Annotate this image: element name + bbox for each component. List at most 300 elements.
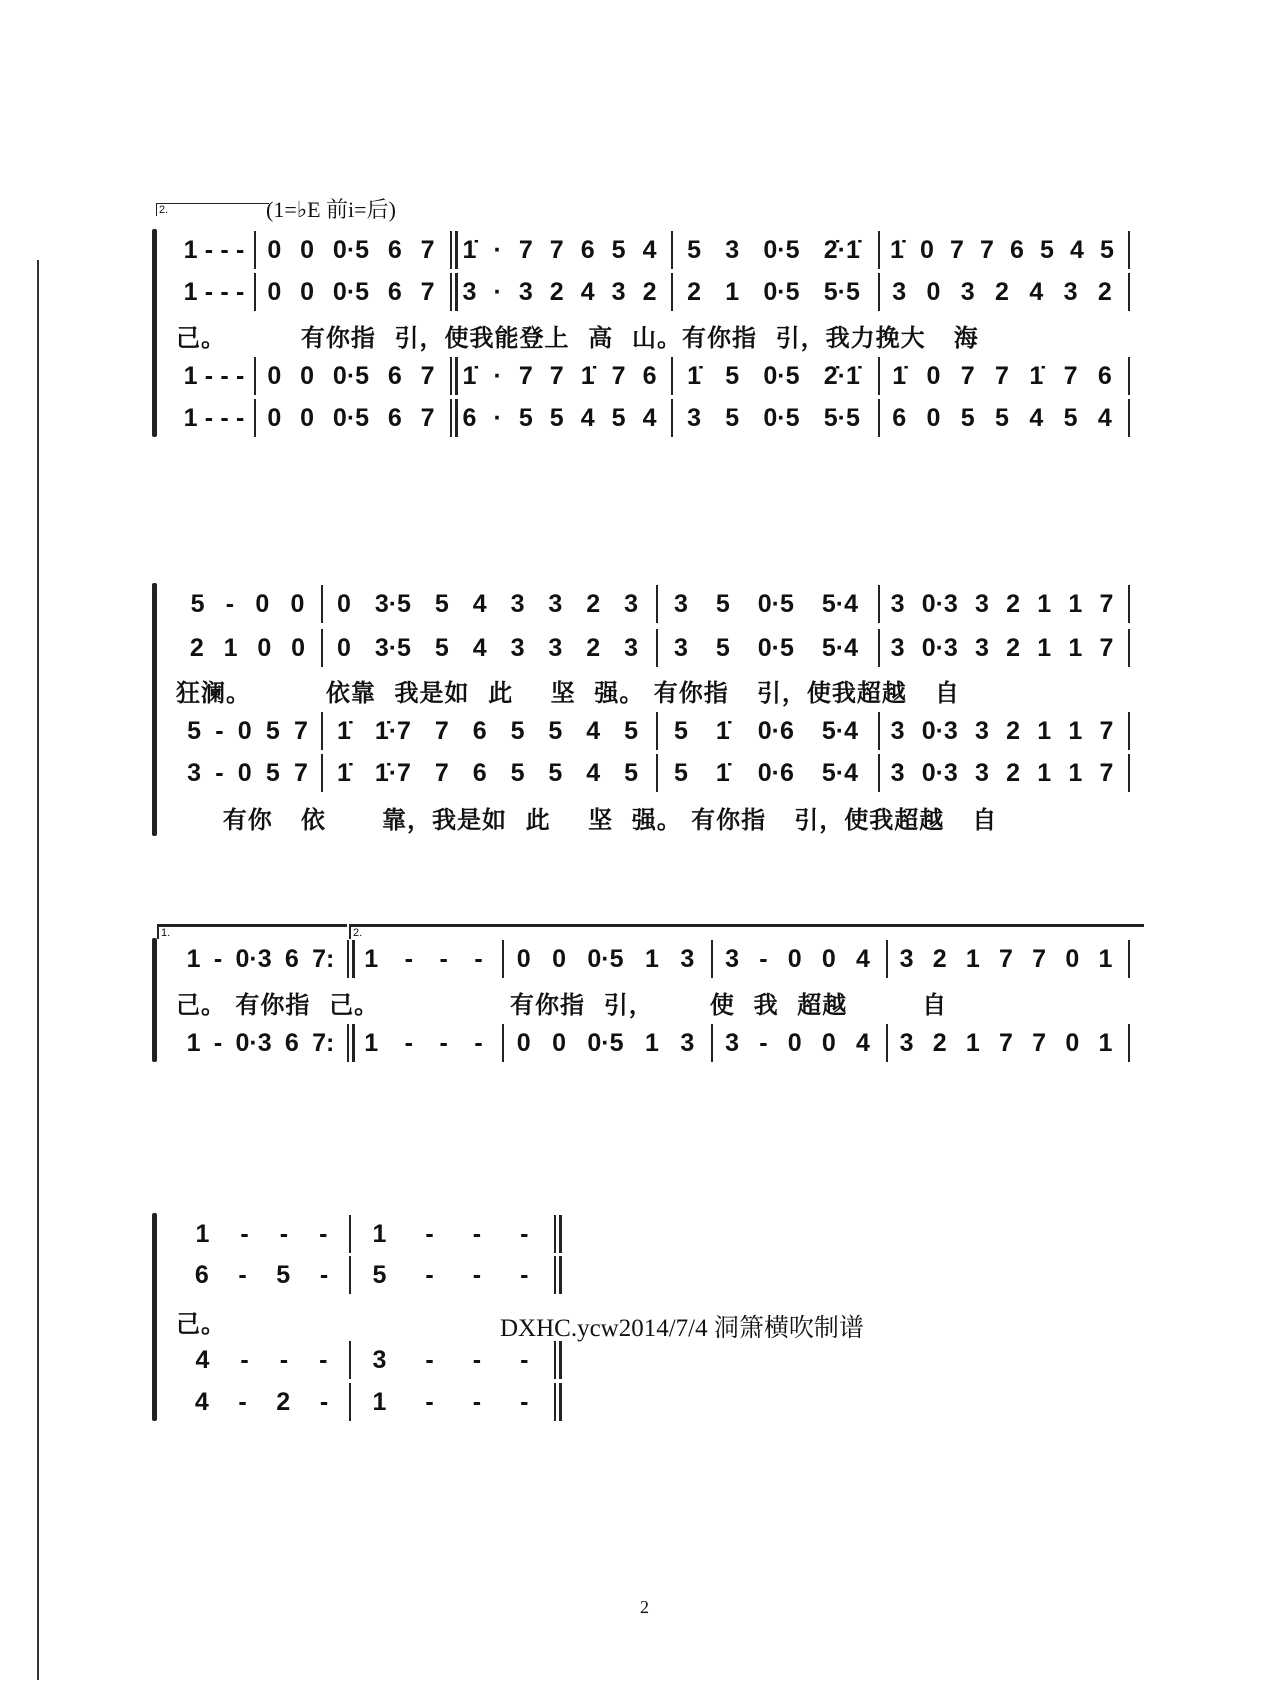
note: 0·5 (763, 403, 800, 432)
measure (325, 587, 650, 621)
note: 6 (387, 277, 402, 306)
note: 0 (300, 361, 315, 390)
note: - (759, 944, 768, 973)
system-bracket (152, 938, 157, 1062)
note: 1 (183, 403, 198, 432)
note: 0 (336, 589, 351, 618)
measure (180, 587, 315, 621)
barline (321, 629, 323, 667)
barline (878, 273, 880, 311)
note: 1 (965, 1028, 980, 1057)
note: 5 (673, 716, 688, 745)
note: 2 (189, 633, 204, 662)
note: 1̇ (336, 716, 351, 745)
note: 5 (276, 1260, 291, 1289)
note: 2 (1006, 589, 1021, 618)
note: 6 (892, 403, 907, 432)
note: 6 (472, 716, 487, 745)
note: 0 (926, 361, 941, 390)
note: 0 (926, 403, 941, 432)
barline (878, 629, 880, 667)
barline (656, 712, 658, 750)
note: 7 (960, 361, 975, 390)
note: 2 (1006, 758, 1021, 787)
note: 0·6 (757, 758, 794, 787)
note: 0 (267, 277, 282, 306)
note: 7 (1099, 633, 1114, 662)
measure (180, 756, 315, 790)
measure (180, 359, 248, 393)
lyric-line: 己。 有你指 己。 有你指 引， 使 我 超越 自 (176, 990, 948, 1019)
note: 7 (518, 361, 533, 390)
note: 4 (855, 1028, 870, 1057)
note: 1 (1037, 589, 1052, 618)
note: 7 (999, 1028, 1013, 1057)
note: 1 (364, 1028, 379, 1057)
note: 5 (510, 758, 525, 787)
note: - (215, 758, 224, 787)
note: 0·3 (921, 758, 958, 787)
note: 5 (624, 716, 639, 745)
note: 7 (999, 944, 1013, 973)
note: 0 (920, 235, 934, 264)
note: 3 (611, 277, 626, 306)
note: 0·3 (235, 1028, 272, 1057)
measure (180, 1343, 343, 1377)
note: 0·5 (763, 361, 800, 390)
note: 5 (549, 403, 564, 432)
note: 1̇ (892, 361, 907, 390)
note: 0 (257, 633, 272, 662)
note: 1 (644, 1028, 659, 1057)
note: 0·5 (587, 944, 624, 973)
note: 6 (387, 361, 402, 390)
measure (454, 359, 665, 393)
note: 4 (195, 1345, 210, 1374)
note: 7 (549, 235, 564, 264)
note: 2 (586, 633, 601, 662)
barline (1128, 629, 1130, 667)
note: 5 (1063, 403, 1078, 432)
note: 1 (1098, 1028, 1113, 1057)
note: 7 (1099, 758, 1114, 787)
barline (1128, 399, 1130, 437)
note: 1̇ (580, 361, 595, 390)
note: 5 (624, 758, 639, 787)
note: 1 (183, 235, 198, 264)
note: - (225, 589, 235, 618)
note: 4 (194, 1387, 209, 1416)
barline (886, 940, 888, 978)
note: 4 (642, 403, 657, 432)
note: 5 (687, 235, 702, 264)
note: 1̇·7 (374, 758, 411, 787)
note: 1 (725, 277, 740, 306)
note: 0 (267, 235, 282, 264)
note: 3 (673, 633, 688, 662)
note: 0 (821, 944, 836, 973)
note: - (520, 1345, 529, 1374)
note: 6 (194, 1260, 209, 1289)
note: 1 (364, 944, 379, 973)
note: 7 (980, 235, 994, 264)
note: 5·4 (821, 589, 858, 618)
note: 0 (255, 589, 270, 618)
note: - (238, 1387, 247, 1416)
note: 6 (472, 758, 487, 787)
note: 4 (1070, 235, 1084, 264)
note: 0 (1065, 1028, 1080, 1057)
note: 5 (187, 716, 201, 745)
note: - (425, 1387, 434, 1416)
system-bracket (152, 229, 157, 437)
note: 3 (1063, 277, 1078, 306)
barline (711, 1024, 713, 1062)
barline (502, 940, 504, 978)
measure (882, 275, 1122, 309)
note: - (240, 1219, 249, 1248)
barline (878, 712, 880, 750)
measure (180, 275, 248, 309)
note: 1 (965, 944, 980, 973)
note: 1 (372, 1219, 387, 1248)
measure (353, 1217, 548, 1251)
note: 3 (687, 403, 702, 432)
note: 0 (291, 633, 306, 662)
note: 1̇ (1029, 361, 1044, 390)
note: 1̇ (715, 758, 730, 787)
barline (1128, 754, 1130, 792)
barline (671, 273, 673, 311)
note: - (404, 1028, 413, 1057)
note: 6 (1097, 361, 1112, 390)
note: 5 (510, 716, 525, 745)
measure (675, 401, 872, 435)
note: 7 (420, 277, 435, 306)
note: - (235, 277, 245, 306)
note: - (235, 361, 245, 390)
note: 2 (642, 277, 657, 306)
measure (675, 359, 872, 393)
barline (1128, 273, 1130, 311)
barline (711, 940, 713, 978)
volta-label: 2. (159, 204, 169, 216)
note: 3 (372, 1345, 387, 1374)
note: 1 (372, 1387, 387, 1416)
measure (882, 631, 1122, 665)
measure (258, 359, 444, 393)
note: 4 (586, 716, 601, 745)
barline (1128, 585, 1130, 623)
note: 0·6 (757, 716, 794, 745)
note: - (240, 1345, 249, 1374)
note: 5 (434, 589, 449, 618)
note: - (319, 1219, 328, 1248)
note: 3 (624, 633, 639, 662)
note: 3 (725, 944, 739, 973)
note: 3 (680, 944, 695, 973)
note: 2 (687, 277, 702, 306)
note: 3 (890, 716, 905, 745)
measure (258, 275, 444, 309)
note: 0 (552, 1028, 566, 1057)
measure (454, 275, 665, 309)
note: 1 (186, 944, 201, 973)
note: 1 (183, 277, 198, 306)
note: 5 (190, 589, 205, 618)
note: 7 (293, 758, 308, 787)
note: - (204, 235, 214, 264)
measure (660, 756, 872, 790)
double-barline (554, 1341, 562, 1379)
barline (321, 754, 323, 792)
note: 3 (673, 589, 688, 618)
measure (660, 714, 872, 748)
note: 2 (1006, 716, 1021, 745)
measure (882, 401, 1122, 435)
note: 3 (892, 277, 907, 306)
note: 5 (995, 403, 1009, 432)
note: 6 (387, 235, 402, 264)
note: 3·5 (374, 589, 411, 618)
note: 3 (680, 1028, 695, 1057)
note: 4 (586, 758, 601, 787)
note: 7: (312, 1028, 335, 1057)
measure (882, 359, 1122, 393)
note: 3 (725, 1028, 739, 1057)
note: 2 (586, 589, 601, 618)
note: 2̇·1̇ (823, 235, 860, 264)
note: 0 (300, 277, 315, 306)
note: 3 (548, 633, 563, 662)
measure (506, 1026, 705, 1060)
note: 6 (387, 403, 402, 432)
note: - (439, 1028, 448, 1057)
measure (890, 1026, 1122, 1060)
note: 2 (995, 277, 1009, 306)
note: - (474, 944, 483, 973)
note: 0 (787, 944, 802, 973)
note: 7 (1063, 361, 1078, 390)
note: 1 (183, 361, 198, 390)
note: 6 (284, 944, 299, 973)
lyric-line: 狂澜。 依靠 我是如 此 坚 强。 有你指 引，使我超越 自 (176, 678, 960, 707)
note: 0 (267, 403, 282, 432)
note: 5 (725, 403, 740, 432)
barline (254, 357, 256, 395)
note: 4 (580, 277, 595, 306)
note: 7: (312, 944, 335, 973)
note: 0 (336, 633, 351, 662)
note: 2 (1006, 633, 1021, 662)
note: 7 (293, 716, 308, 745)
note: - (279, 1219, 289, 1248)
measure (180, 1385, 343, 1419)
note: 3 (890, 589, 905, 618)
measure (675, 233, 872, 267)
note: 5 (1040, 235, 1054, 264)
measure (325, 631, 650, 665)
note: 5 (518, 403, 533, 432)
note: 2 (549, 277, 564, 306)
note: 7 (1099, 589, 1114, 618)
measure (882, 587, 1122, 621)
double-barline (554, 1383, 562, 1421)
volta-2-bracket (156, 203, 269, 216)
measure (180, 401, 248, 435)
note: 2 (1097, 277, 1112, 306)
note: - (215, 716, 224, 745)
note: - (220, 235, 229, 264)
note: - (425, 1345, 434, 1374)
note: 0 (787, 1028, 802, 1057)
note: - (220, 361, 229, 390)
double-barline (554, 1215, 562, 1253)
barline (671, 231, 673, 269)
barline (321, 585, 323, 623)
barline (878, 231, 880, 269)
note: 0·5 (332, 361, 370, 390)
note: 4 (472, 589, 487, 618)
measure (351, 942, 496, 976)
note: - (238, 1260, 247, 1289)
note: - (439, 944, 448, 973)
measure (882, 756, 1122, 790)
system-bracket (152, 1213, 157, 1421)
measure (353, 1258, 548, 1292)
note: 0·5 (587, 1028, 624, 1057)
note: 0·3 (921, 716, 958, 745)
measure (660, 631, 872, 665)
measure (180, 714, 315, 748)
note: - (472, 1219, 482, 1248)
note: 3 (548, 589, 563, 618)
barline (254, 273, 256, 311)
measure (675, 275, 872, 309)
note: 3 (510, 589, 525, 618)
volta-1-bracket: 1. (157, 924, 347, 939)
system-bracket (152, 583, 157, 836)
barline (878, 357, 880, 395)
note: 0 (516, 1028, 531, 1057)
note: - (213, 944, 223, 973)
note: - (204, 277, 214, 306)
note: 0 (516, 944, 531, 973)
note: 0·5 (763, 235, 800, 264)
note: 4 (1097, 403, 1112, 432)
note: 6 (580, 235, 595, 264)
note: · (493, 361, 502, 390)
note: 5 (725, 361, 740, 390)
note: 7 (1032, 1028, 1047, 1057)
note: 5·4 (821, 758, 858, 787)
note: 4 (1029, 277, 1044, 306)
note: 5 (960, 403, 975, 432)
note: 0·3 (921, 633, 958, 662)
lyric-line: 己。 (176, 1309, 226, 1338)
measure (353, 1343, 548, 1377)
note: 1 (644, 944, 659, 973)
note: 0·5 (763, 277, 800, 306)
key-signature: (1=♭E 前i=后) (266, 197, 396, 222)
note: 1 (1068, 716, 1083, 745)
note: 3 (899, 1028, 914, 1057)
note: 1 (1037, 633, 1052, 662)
note: - (474, 1028, 483, 1057)
note: 1̇ (462, 235, 477, 264)
note: 1 (1037, 758, 1052, 787)
note: - (204, 361, 214, 390)
note: 4 (580, 403, 595, 432)
note: · (493, 235, 502, 264)
note: 2̇·1̇ (823, 361, 860, 390)
note: 6 (1010, 235, 1024, 264)
note: 7 (434, 758, 449, 787)
barline (349, 1256, 351, 1294)
note: 2 (932, 944, 947, 973)
note: 3 (890, 758, 905, 787)
note: - (319, 1345, 328, 1374)
lyric-line: 有你 依 靠，我是如 此 坚 强。 有你指 引，使我超越 自 (176, 805, 998, 834)
note: 5 (372, 1260, 387, 1289)
note: 2 (932, 1028, 947, 1057)
note: 1̇ (462, 361, 477, 390)
note: 6 (462, 403, 477, 432)
note: 3·5 (374, 633, 411, 662)
note: 3 (899, 944, 914, 973)
note: 1̇ (715, 716, 730, 745)
note: 0 (267, 361, 282, 390)
note: 2 (276, 1387, 291, 1416)
note: 4 (642, 235, 657, 264)
barline (254, 399, 256, 437)
note: - (213, 1028, 223, 1057)
measure (258, 233, 444, 267)
barline (254, 231, 256, 269)
note: 1 (1037, 716, 1052, 745)
note: 1 (1068, 633, 1083, 662)
note: - (759, 1028, 768, 1057)
note: 0·5 (757, 589, 794, 618)
barline (1128, 357, 1130, 395)
note: 7 (1099, 716, 1114, 745)
note: 4 (472, 633, 487, 662)
note: 3 (890, 633, 905, 662)
note: 1 (1068, 589, 1083, 618)
barline (321, 712, 323, 750)
note: 0·3 (235, 944, 272, 973)
measure (506, 942, 705, 976)
note: - (520, 1219, 529, 1248)
note: 7 (420, 361, 435, 390)
barline (878, 754, 880, 792)
measure (890, 942, 1122, 976)
measure (325, 756, 650, 790)
note: 3 (624, 589, 639, 618)
note: 4 (855, 944, 870, 973)
measure (454, 233, 665, 267)
note: 3 (462, 277, 477, 306)
note: 0 (552, 944, 566, 973)
measure (325, 714, 650, 748)
scan-margin-line (37, 260, 39, 1680)
measure (715, 1026, 880, 1060)
note: 5 (548, 716, 563, 745)
measure (180, 1258, 343, 1292)
measure (353, 1385, 548, 1419)
note: - (520, 1260, 529, 1289)
measure (715, 942, 880, 976)
